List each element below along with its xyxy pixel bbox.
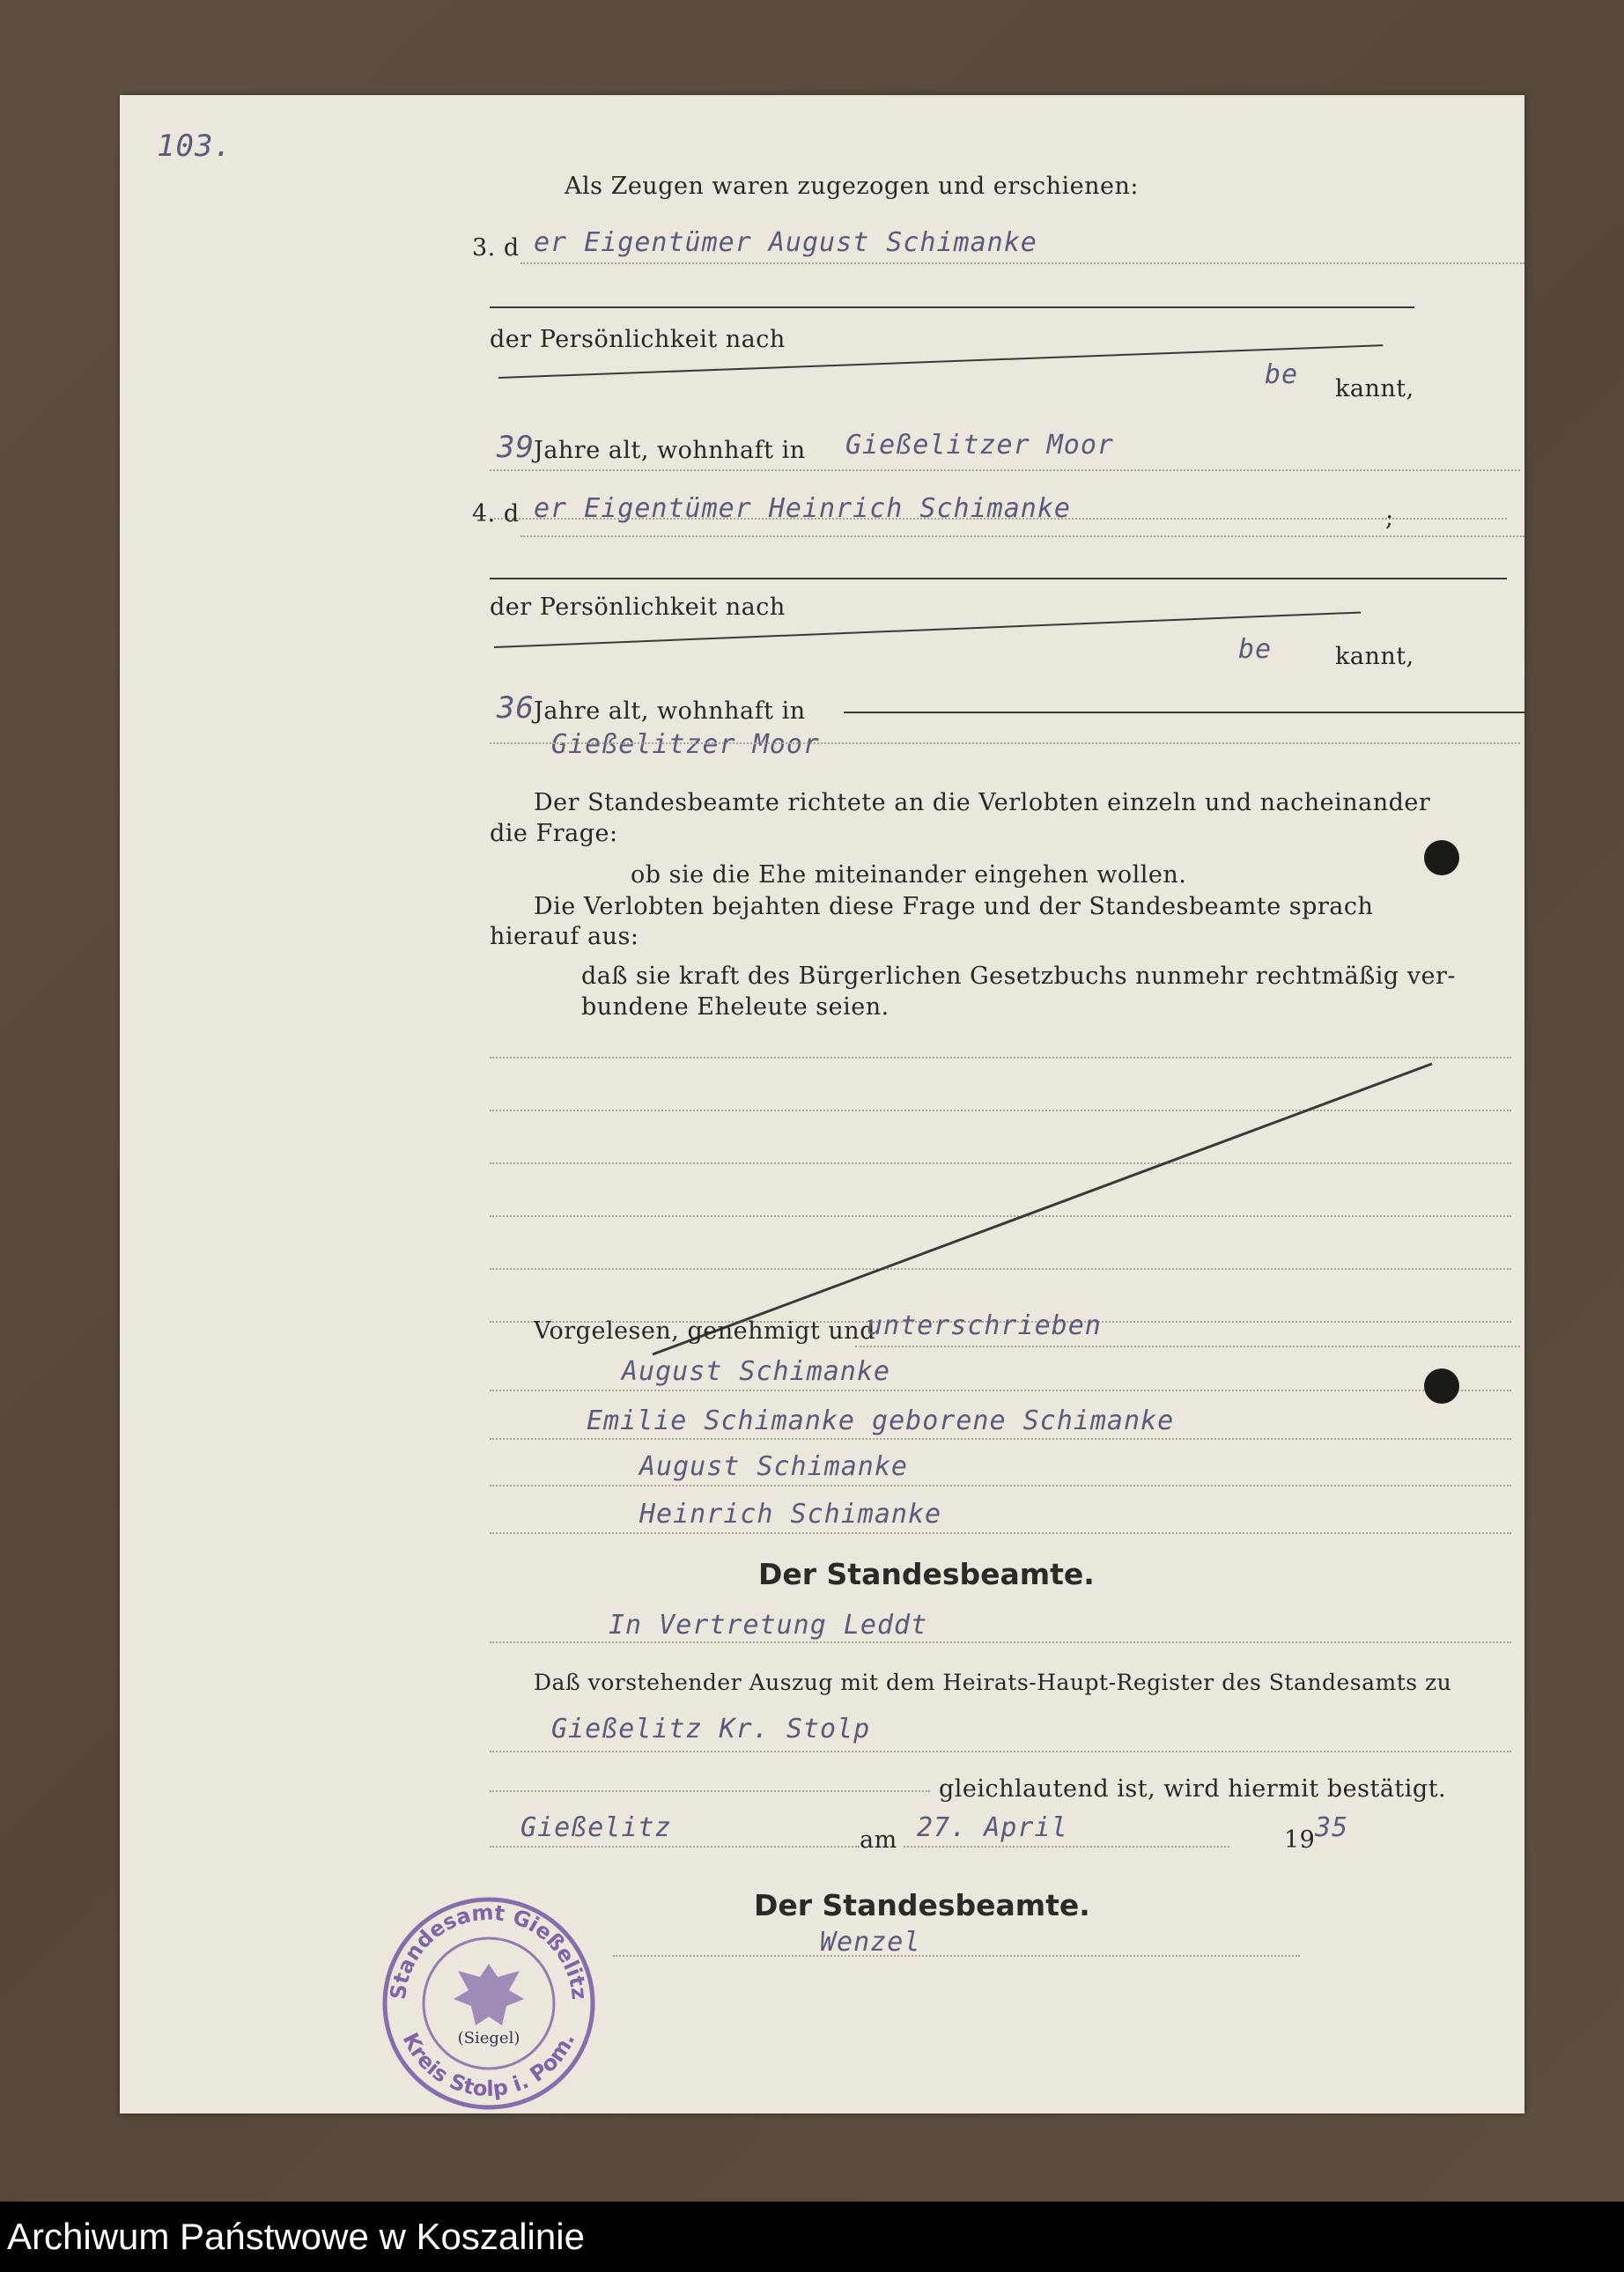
- witness-3-age-label: Jahre alt, wohnhaft in: [534, 437, 806, 464]
- dotted-line: [490, 469, 1520, 471]
- para1-line-b: die Frage:: [490, 820, 618, 847]
- registrar-signature: In Vertretung Leddt: [609, 1610, 928, 1641]
- strike-line: [490, 306, 1414, 308]
- am-label: am: [860, 1826, 897, 1854]
- witness-4-name: er Eigentümer Heinrich Schimanke: [534, 493, 1071, 524]
- para1-line-a: Der Standesbeamte richtete an die Verlobten einzeln und nacheinander: [534, 789, 1431, 816]
- punch-hole-1: [1424, 840, 1459, 875]
- document-page: [120, 95, 1524, 2113]
- para2-line-d: bundene Eheleute seien.: [581, 993, 890, 1021]
- witness-3-kannt: kannt,: [1335, 375, 1414, 402]
- witness-4-age: 36: [497, 690, 535, 726]
- witness-4-kannt: kannt,: [1335, 643, 1414, 670]
- stamp-bottom-text: Kreis Stolp i. Pom.: [397, 2028, 580, 2102]
- read-approved-label: Vorgelesen, genehmigt und: [534, 1317, 875, 1345]
- witness-3-name: er Eigentümer August Schimanke: [534, 227, 1037, 258]
- registrar-title-2: Der Standesbeamte.: [754, 1888, 1090, 1922]
- witness-4-persoenlichkeit-label: der Persönlichkeit nach: [490, 594, 786, 621]
- strike-line: [490, 578, 1507, 579]
- stamp-top-text: Standesamt Gießelitz: [385, 1899, 593, 2002]
- witness-3-be: be: [1265, 359, 1299, 390]
- dotted-line: [520, 535, 1524, 537]
- dotted-line: [520, 262, 1524, 264]
- para2-line-c: daß sie kraft des Bürgerlichen Gesetzbuchs nunmehr rechtmäßig ver-: [581, 963, 1457, 990]
- page-number: 103.: [157, 129, 233, 164]
- registrar-signature-2: Wenzel: [820, 1927, 921, 1958]
- dotted-line: [490, 1751, 1511, 1752]
- witness-3-number: 3. d: [472, 234, 520, 262]
- witness-3-residence: Gießelitzer Moor: [845, 430, 1114, 461]
- witness-4-number: 4. d: [472, 500, 520, 527]
- hw-signed: unterschrieben: [867, 1310, 1102, 1341]
- witness-4-residence: Gießelitzer Moor: [551, 729, 820, 760]
- dotted-line: [490, 1485, 1511, 1486]
- certification-year: 35: [1315, 1812, 1349, 1843]
- para1-line-c: ob sie die Ehe miteinander eingehen wollen.: [631, 861, 1187, 889]
- dotted-line: [904, 1846, 1229, 1848]
- dotted-line: [490, 1641, 1511, 1643]
- witness-3-end: ;: [1385, 505, 1394, 532]
- signature-4: Heinrich Schimanke: [639, 1499, 942, 1530]
- certification-date: 27. April: [917, 1812, 1068, 1843]
- signature-2: Emilie Schimanke geborene Schimanke: [587, 1405, 1175, 1436]
- certification-same: gleichlautend ist, wird hiermit bestätigt.: [939, 1775, 1447, 1803]
- para2-line-a: Die Verlobten bejahten diese Frage und der Standesbeamte sprach: [534, 893, 1374, 920]
- year-prefix: 19: [1284, 1826, 1316, 1854]
- dotted-line: [490, 742, 1520, 744]
- strike-line: [844, 712, 1526, 713]
- archive-footer: Archiwum Państwowe w Koszalinie: [0, 2202, 1624, 2272]
- stamp-center-text: (Siegel): [457, 2029, 520, 2047]
- certification-line: Daß vorstehender Auszug mit dem Heirats-Haupt-Register des Standesamts zu: [534, 1670, 1452, 1695]
- witness-4-be: be: [1238, 634, 1273, 665]
- dotted-line: [490, 1532, 1511, 1534]
- eagle-emblem-icon: [454, 1964, 524, 2025]
- witness-3-age: 39: [497, 430, 535, 465]
- dotted-line: [855, 1346, 1520, 1347]
- witness-3-persoenlichkeit-label: der Persönlichkeit nach: [490, 326, 786, 353]
- official-stamp: [379, 1893, 599, 2113]
- witness-4-age-label: Jahre alt, wohnhaft in: [534, 697, 806, 725]
- dotted-line: [490, 1390, 1511, 1391]
- punch-hole-2: [1424, 1368, 1459, 1404]
- dotted-line: [490, 1790, 930, 1792]
- dotted-line: [490, 1846, 860, 1848]
- signature-1: August Schimanke: [622, 1356, 890, 1387]
- registry-office: Gießelitz Kr. Stolp: [551, 1714, 871, 1745]
- witnesses-header: Als Zeugen waren zugezogen und erschienen:: [565, 173, 1139, 200]
- certification-place: Gießelitz: [520, 1812, 672, 1843]
- signature-3: August Schimanke: [639, 1451, 908, 1482]
- registrar-title: Der Standesbeamte.: [758, 1557, 1095, 1591]
- dotted-line: [613, 1955, 1300, 1957]
- dotted-line: [490, 1438, 1511, 1440]
- para2-line-b: hierauf aus:: [490, 923, 639, 950]
